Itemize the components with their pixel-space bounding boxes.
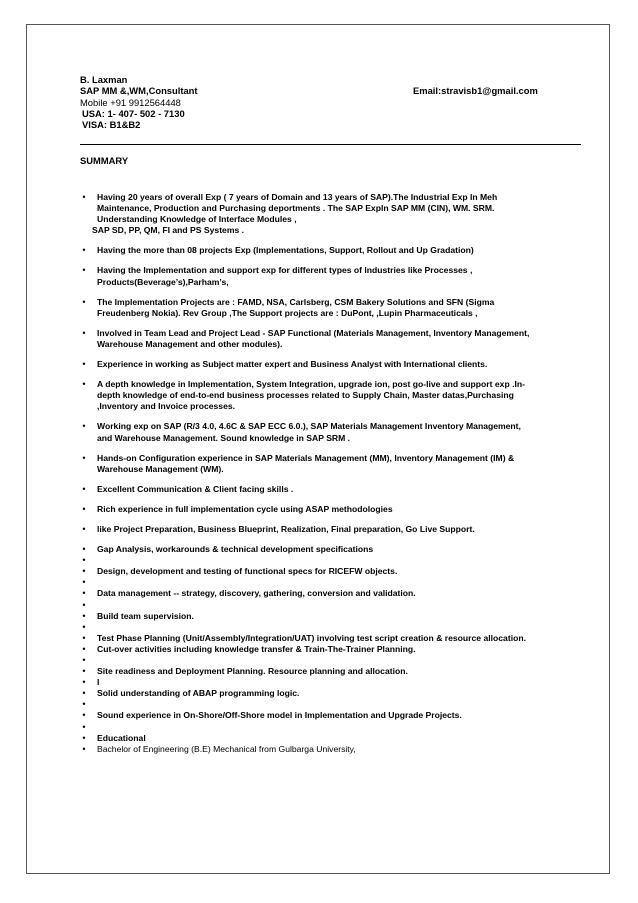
- list-item-line: Data management -- strategy, discovery, gathering, conversion and validation.: [97, 588, 416, 599]
- list-item-line: [97, 622, 580, 633]
- list-item: [80, 677, 580, 688]
- bullet-icon: •: [82, 710, 86, 721]
- list-item-line: Having the more than 08 projects Exp (Implementations, Support, Rollout and Up Gradation): [97, 245, 474, 256]
- list-item-line: Involved in Team Lead and Project Lead - SAP Functional (Materials Management, Inventory Management,: [97, 327, 530, 338]
- bullet-icon: •: [82, 544, 86, 555]
- list-item-line: Bachelor of Engineering (B.E) Mechanical from Gulbarga University,: [97, 743, 356, 754]
- list-item-line: I: [97, 677, 100, 688]
- list-item: [80, 633, 580, 644]
- bullet-icon: •: [82, 666, 86, 677]
- bullet-icon: •: [82, 621, 86, 632]
- title-row: [80, 85, 580, 96]
- bullet-icon: •: [82, 732, 86, 743]
- list-item: [80, 600, 580, 611]
- email-link[interactable]: Email:stravisb1@gmail.com: [413, 85, 538, 97]
- bullet-icon: •: [82, 265, 86, 276]
- bullet-icon: •: [82, 677, 86, 688]
- list-item: [80, 622, 580, 633]
- bullet-icon: •: [82, 379, 86, 390]
- list-item: [80, 655, 580, 666]
- candidate-name: B. Laxman: [80, 74, 128, 85]
- list-item: [80, 688, 580, 699]
- list-item: [80, 666, 580, 677]
- list-item: [80, 722, 580, 733]
- bullet-icon: •: [82, 421, 86, 432]
- bullet-icon: •: [82, 688, 86, 699]
- list-item-line: [97, 555, 580, 566]
- list-item-line: Having 20 years of overall Exp ( 7 years of Domain and 13 years of SAP).The Industrial Exp In Meh: [97, 192, 498, 202]
- bullet-icon: •: [82, 699, 86, 710]
- list-item-line: Freudenberg Nokia). Rev Group ,The Support projects are : DuPont, ,Lupin Pharmaceuticals ,: [97, 307, 478, 318]
- list-item: [80, 544, 580, 555]
- list-item-line: [97, 655, 580, 666]
- list-item-line: Experience in working as Subject matter expert and Business Analyst with International clients.: [97, 359, 488, 370]
- list-item-subline: SAP SD, PP, QM, FI and PS Systems .: [92, 225, 245, 236]
- list-item-line: [97, 722, 580, 733]
- list-item: [80, 245, 580, 256]
- list-item: [80, 611, 580, 622]
- bullet-icon: •: [82, 743, 86, 754]
- list-item-line: Rich experience in full implementation cycle using ASAP methodologies: [97, 503, 393, 514]
- visa-status: VISA: B1&B2: [82, 119, 141, 131]
- bullet-icon: •: [82, 523, 86, 534]
- bullet-icon: •: [82, 577, 86, 588]
- list-item-line: Maintenance, Production and Purchasing deportments . The SAP Expln SAP MM (CIN), WM. SRM.: [97, 203, 495, 214]
- header-divider: [80, 144, 581, 145]
- mobile-number: Mobile +91 9912564448: [80, 96, 181, 108]
- summary-list: [80, 192, 580, 755]
- list-item: [80, 588, 580, 599]
- list-item: [80, 566, 580, 577]
- bullet-icon: •: [82, 599, 86, 610]
- list-item: [80, 744, 580, 755]
- list-item: [80, 265, 580, 287]
- list-item: [80, 644, 580, 655]
- list-item-line: [97, 577, 580, 588]
- list-item-line: Design, development and testing of functional specs for RICEFW objects.: [97, 566, 398, 577]
- bullet-icon: •: [82, 555, 86, 566]
- bullet-icon: •: [82, 192, 86, 202]
- usa-phone: USA: 1- 407- 502 - 7130: [82, 107, 185, 119]
- list-item-line: Hands-on Configuration experience in SAP Materials Management (MM), Inventory Management (IM) &: [97, 452, 515, 463]
- list-item-line: Educational: [97, 732, 146, 743]
- list-item-line: depth knowledge of end-to-end business processes related to Supply Chain, Master datas,Purchasing: [97, 390, 514, 401]
- bullet-icon: •: [82, 327, 86, 338]
- bullet-icon: •: [82, 566, 86, 577]
- bullet-icon: •: [82, 655, 86, 665]
- list-item-line: A depth knowledge in Implementation, System Integration, upgrade ion, post go-live and support exp .In-: [97, 379, 525, 390]
- list-item: [80, 504, 580, 515]
- list-item: [80, 297, 580, 319]
- list-item: [80, 733, 580, 744]
- list-item-line: [97, 600, 580, 611]
- bullet-icon: •: [82, 632, 86, 643]
- bullet-icon: •: [82, 610, 86, 621]
- list-item-line: The Implementation Projects are : FAMD, NSA, Carlsberg, CSM Bakery Solutions and SFN (Sigma: [97, 296, 495, 307]
- list-item-line: Products(Beverage’s),Parham’s,: [97, 276, 229, 287]
- list-item-line: Understanding Knowledge of Interface Modules ,: [97, 214, 297, 225]
- list-item: [80, 710, 580, 721]
- list-item: [80, 421, 580, 443]
- list-item-line: Build team supervision.: [97, 610, 194, 621]
- list-item: [80, 328, 580, 350]
- list-item: [80, 555, 580, 566]
- list-item-line: Solid understanding of ABAP programming logic.: [97, 688, 300, 699]
- list-item-line: and Warehouse Management. Sound knowledge in SAP SRM .: [97, 432, 351, 443]
- summary-heading: SUMMARY: [80, 155, 129, 166]
- bullet-icon: •: [82, 483, 86, 494]
- candidate-title: SAP MM &,WM,Consultant: [80, 85, 198, 97]
- bullet-icon: •: [82, 588, 86, 599]
- bullet-icon: •: [82, 503, 86, 514]
- list-item-line: ,Inventory and Invoice processes.: [97, 401, 236, 412]
- resume-header: [80, 74, 580, 130]
- list-item-line: Warehouse Management and other modules).: [97, 338, 283, 349]
- list-item-line: Having the Implementation and support exp for different types of Industries like Processes ,: [97, 265, 473, 276]
- list-item-line: Site readiness and Deployment Planning. Resource planning and allocation.: [97, 666, 408, 677]
- bullet-icon: •: [82, 721, 86, 732]
- list-item-line: Warehouse Management (WM).: [97, 463, 224, 474]
- list-item-line: Gap Analysis, workarounds & technical development specifications: [97, 544, 374, 555]
- list-item: [80, 453, 580, 475]
- bullet-icon: •: [82, 359, 86, 370]
- list-item: [80, 192, 580, 225]
- list-item-line: Sound experience in On-Shore/Off-Shore model in Implementation and Upgrade Projects.: [97, 710, 462, 721]
- list-item-line: like Project Preparation, Business Blueprint, Realization, Final preparation, Go Live Support.: [97, 523, 475, 534]
- bullet-icon: •: [82, 296, 86, 307]
- list-item: [80, 484, 580, 495]
- list-item-line: Excellent Communication & Client facing skills .: [97, 483, 294, 494]
- bullet-icon: •: [82, 245, 86, 256]
- list-item-line: Test Phase Planning (Unit/Assembly/Integration/UAT) involving test script creation & resource allocation.: [97, 632, 526, 643]
- list-item: [80, 379, 580, 412]
- list-item: [80, 699, 580, 710]
- list-item: [80, 359, 580, 370]
- bullet-icon: •: [82, 643, 86, 654]
- bullet-icon: •: [82, 452, 86, 463]
- list-item: [80, 577, 580, 588]
- list-item-line: [97, 699, 580, 710]
- list-item-line: Working exp on SAP (R/3 4.0, 4.6C & SAP ECC 6.0.), SAP Materials Management Inventory Management,: [97, 421, 521, 432]
- list-item-line: Cut-over activities including knowledge transfer & Train-The-Trainer Planning.: [97, 643, 416, 654]
- list-item: [80, 524, 580, 535]
